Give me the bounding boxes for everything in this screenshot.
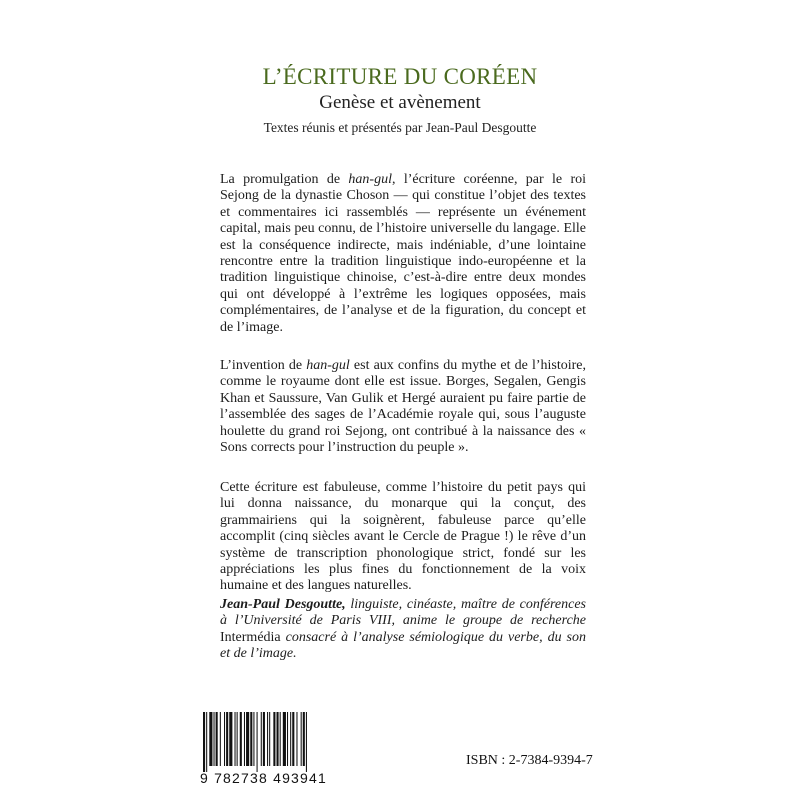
- barcode-bar: [244, 712, 245, 766]
- barcode-bar: [226, 712, 228, 766]
- editor-line: Textes réunis et présentés par Jean-Paul Desgoutte: [263, 120, 537, 135]
- paragraph-1: [220, 172, 586, 336]
- barcode-bar: [203, 712, 205, 772]
- barcode-bar: [240, 712, 242, 766]
- paragraph-2-hangul: han-gul: [306, 358, 350, 373]
- paragraph-2-text-a: L’invention de: [220, 358, 307, 373]
- barcode-digits: 9 782738 493941: [200, 770, 327, 786]
- barcode-bar: [250, 712, 252, 766]
- barcode-bar: [224, 712, 225, 766]
- paragraph-1-hangul: han-gul: [348, 172, 392, 187]
- book-title: L’ÉCRITURE DU CORÉEN: [262, 64, 538, 89]
- barcode-bar: [216, 712, 218, 766]
- paragraph-1-text-a: La promulgation de: [220, 172, 349, 187]
- author-bio-group: Intermédia: [220, 629, 281, 645]
- author-name: Jean-Paul Desgoutte,: [220, 597, 346, 612]
- barcode-bar: [261, 712, 262, 766]
- barcode-bar: [296, 712, 297, 766]
- book-subtitle: Genèse et avènement: [319, 92, 481, 113]
- barcode-bar: [277, 712, 279, 766]
- barcode-bar: [257, 712, 258, 772]
- barcode-bar: [306, 712, 307, 772]
- barcode-bar: [220, 712, 221, 766]
- barcode-bar: [237, 712, 238, 766]
- barcode-bar: [235, 712, 236, 766]
- barcode-bar: [283, 712, 286, 766]
- paragraph-3-text: Cette écriture est fabuleuse, comme l’histoire du petit pays qui lui donna naissance, du monarque qui la conçut, des grammairiens qui la soignèrent, fabuleuse parce qu’elle accomplit (cinq siècles avant le Cercle de Prague !) le rêve d’un système de transcription phonologique strict, fondé sur les appréciations les plus fines du fonctionnement de la voix humaine et des langues naturelles.: [220, 480, 586, 594]
- author-bio-text-b: consacré à l’analyse sémiologique du verbe, du son et de l’image.: [220, 629, 586, 662]
- barcode-bar: [214, 712, 215, 766]
- barcode-bar: [292, 712, 294, 766]
- barcode-bar: [287, 712, 288, 766]
- paragraph-2: [220, 358, 586, 456]
- barcode-bar: [280, 712, 281, 766]
- barcode-bar: [229, 712, 232, 766]
- barcode-bar: [269, 712, 270, 766]
- author-bio-text-a: linguiste, cinéaste, maître de conférences à l’Université de Paris VIII, anime le groupe de recherche: [220, 597, 586, 629]
- barcode-bar: [246, 712, 249, 766]
- isbn-label: ISBN : 2-7384-9394-7: [466, 753, 593, 768]
- barcode-bar: [303, 712, 305, 766]
- paragraph-2-text-b: est aux confins du mythe et de l’histoire, comme le royaume dont elle est issue. Borges, Segalen, Gengis Khan et Saussure, Van Gulik et Hergé auraient pu faire partie de l’assemblée des sages de l’Académie royale qui, sous l’auguste houlette du grand roi Sejong, ont contribué à la naissance des « Sons corrects pour l’instruction du peuple ».: [220, 358, 586, 456]
- barcode-bar: [209, 712, 212, 766]
- barcode-bar: [273, 712, 275, 766]
- barcode-bar: [253, 712, 254, 766]
- barcode-bar: [267, 712, 268, 766]
- paragraph-3: [220, 480, 586, 595]
- barcode-bar: [301, 712, 302, 766]
- author-bio: [220, 597, 586, 663]
- barcode-bar: [263, 712, 265, 766]
- barcode-bar: [290, 712, 291, 766]
- barcode: [200, 710, 342, 775]
- barcode-bar: [206, 712, 207, 772]
- paragraph-1-text-b: , l’écriture coréenne, par le roi Sejong de la dynastie Choson — qui constitue l’objet des textes et commentaires ici rassemblés — représente un événement capital, mais peu connu, de l’histoire universelle du langage. Elle est la conséquence indirecte, mais indéniable, d’une lointaine rencontre entre la tradition linguistique indo-européenne et la tradition linguistique chinoise, c’est-à-dire entre deux mondes qui ont développé à l’extrême les logiques opposées, mais complémentaires, de l’analyse et de la figuration, du concept et de l’image.: [220, 172, 586, 335]
